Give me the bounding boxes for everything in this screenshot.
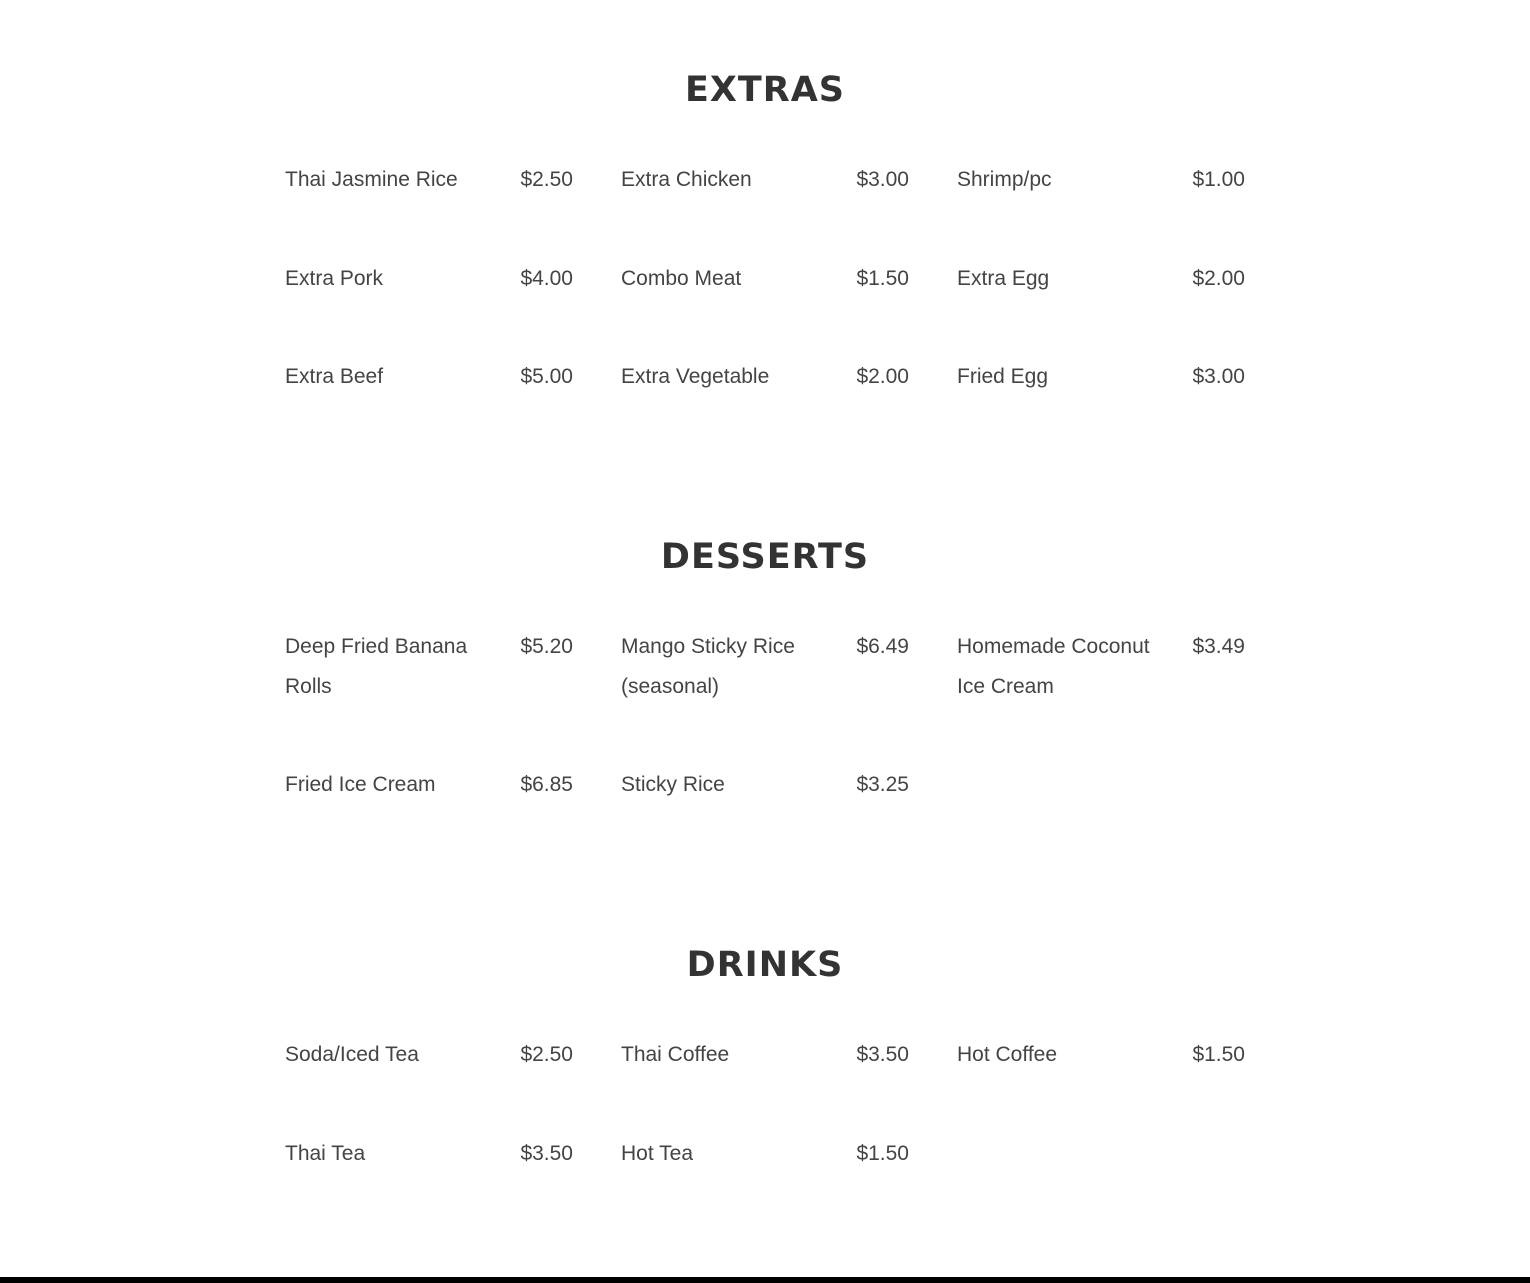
item-name: Deep Fried Banana Rolls bbox=[285, 635, 468, 698]
menu-item bbox=[957, 160, 1245, 200]
menu-item bbox=[285, 765, 573, 805]
footer-bar bbox=[0, 1277, 1530, 1283]
item-price: $1.50 bbox=[1192, 1043, 1245, 1066]
item-price: $5.20 bbox=[520, 635, 573, 658]
item-price: $3.00 bbox=[1192, 365, 1245, 388]
item-name: Fried Ice Cream bbox=[285, 773, 436, 796]
item-price: $1.50 bbox=[856, 1142, 909, 1165]
menu-item bbox=[285, 160, 573, 200]
item-price: $3.00 bbox=[856, 168, 909, 191]
section-title-extras: EXTRAS bbox=[684, 70, 845, 110]
item-price: $3.49 bbox=[1192, 635, 1245, 658]
menu-item bbox=[621, 357, 909, 397]
item-name: Extra Pork bbox=[285, 267, 384, 290]
menu-item bbox=[621, 1035, 909, 1075]
item-name: Extra Beef bbox=[285, 365, 384, 388]
item-name: Extra Egg bbox=[957, 267, 1050, 290]
menu-item bbox=[957, 627, 1245, 707]
item-name: Hot Coffee bbox=[957, 1043, 1058, 1066]
menu-item bbox=[285, 627, 573, 707]
section-title-desserts: DESSERTS bbox=[660, 537, 870, 577]
item-name: Thai Tea bbox=[285, 1142, 366, 1165]
item-price: $3.50 bbox=[856, 1043, 909, 1066]
item-price: $1.00 bbox=[1192, 168, 1245, 191]
menu-item bbox=[957, 357, 1245, 397]
menu-item bbox=[621, 1134, 909, 1174]
item-price: $2.00 bbox=[856, 365, 909, 388]
item-name: Mango Sticky Rice (seasonal) bbox=[621, 635, 795, 698]
item-price: $6.49 bbox=[856, 635, 909, 658]
menu-item bbox=[285, 1035, 573, 1075]
item-name: Thai Coffee bbox=[621, 1043, 730, 1066]
section-title-drinks: DRINKS bbox=[686, 945, 844, 985]
item-price: $2.00 bbox=[1192, 267, 1245, 290]
item-name: Extra Vegetable bbox=[621, 365, 770, 388]
item-price: $2.50 bbox=[520, 168, 573, 191]
menu-item bbox=[285, 357, 573, 397]
menu-item bbox=[621, 160, 909, 200]
item-price: $3.25 bbox=[856, 773, 909, 796]
menu-item bbox=[285, 1134, 573, 1174]
menu-item bbox=[621, 765, 909, 805]
item-name: Sticky Rice bbox=[621, 773, 725, 796]
item-name: Hot Tea bbox=[621, 1142, 693, 1165]
item-price: $3.50 bbox=[520, 1142, 573, 1165]
menu-item bbox=[621, 259, 909, 299]
item-name: Fried Egg bbox=[957, 365, 1049, 388]
menu-item bbox=[621, 627, 909, 707]
menu-item bbox=[957, 259, 1245, 299]
item-name: Homemade Coconut Ice Cream bbox=[957, 635, 1150, 698]
menu-item bbox=[285, 259, 573, 299]
item-price: $4.00 bbox=[520, 267, 573, 290]
item-price: $5.00 bbox=[520, 365, 573, 388]
item-name: Thai Jasmine Rice bbox=[285, 168, 458, 191]
item-price: $1.50 bbox=[856, 267, 909, 290]
item-name: Soda/Iced Tea bbox=[285, 1043, 419, 1066]
item-name: Shrimp/pc bbox=[957, 168, 1052, 191]
item-name: Extra Chicken bbox=[621, 168, 752, 191]
menu-item bbox=[957, 1035, 1245, 1075]
item-price: $6.85 bbox=[520, 773, 573, 796]
item-price: $2.50 bbox=[520, 1043, 573, 1066]
item-name: Combo Meat bbox=[621, 267, 742, 290]
